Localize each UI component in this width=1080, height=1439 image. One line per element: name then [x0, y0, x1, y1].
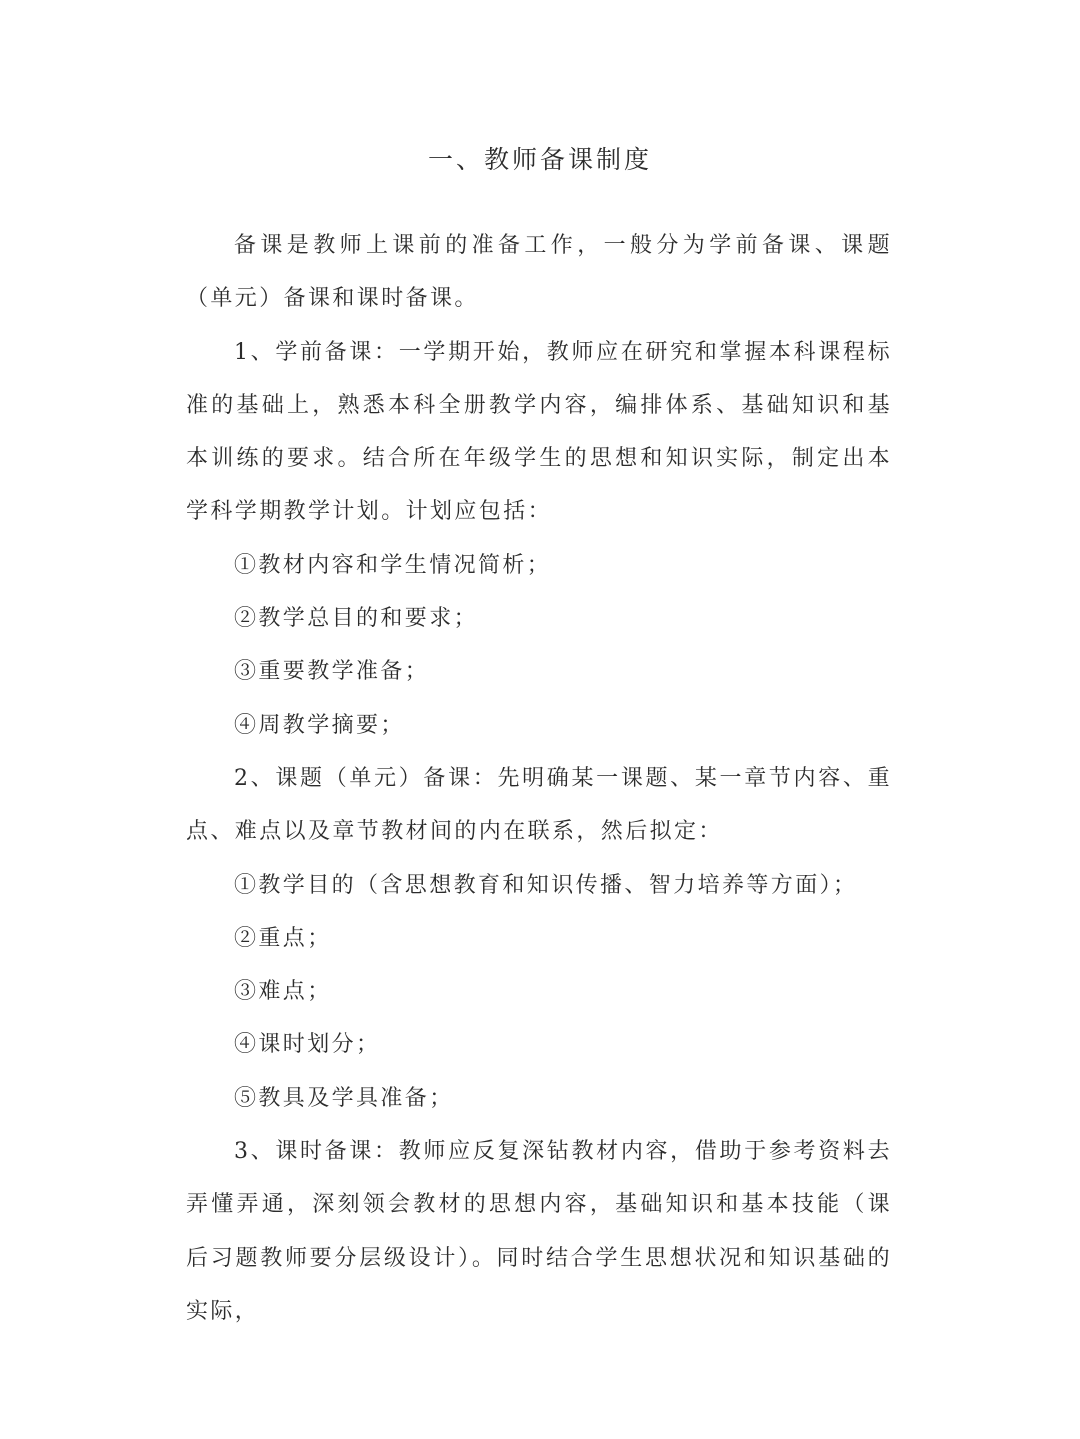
- unit-preparation-paragraph: 2、课题（单元）备课：先明确某一课题、某一章节内容、重点、难点以及章节教材间的内在联系，然后拟定：: [186, 765, 892, 845]
- pre-semester-paragraph: 1、学前备课：一学期开始，教师应在研究和掌握本科课程标准的基础上，熟悉本科全册教学内容，编排体系、基础知识和基本训练的要求。结合所在年级学生的思想和知识实际，制定出本学科学期教学计划。计划应包括：: [186, 339, 892, 525]
- lesson-preparation-paragraph: 3、课时备课：教师应反复深钻教材内容，借助于参考资料去弄懂弄通，深刻领会教材的思想内容，基础知识和基本技能（课后习题教师要分层级设计）。同时结合学生思想状况和知识基础的实际，: [186, 1139, 892, 1324]
- page-title: 一、教师备课制度: [427, 145, 652, 174]
- list-item: ②重点；: [234, 925, 332, 951]
- list-item: ③重要教学准备；: [234, 659, 430, 685]
- intro-paragraph: 备课是教师上课前的准备工作，一般分为学前备课、课题（单元）备课和课时备课。: [186, 233, 892, 312]
- list-item: ①教学目的（含思想教育和知识传播、智力培养等方面）；: [234, 872, 858, 898]
- list-item: ④课时划分；: [234, 1032, 381, 1058]
- list-item: ⑤教具及学具准备；: [234, 1085, 454, 1111]
- list-item: ②教学总目的和要求；: [234, 606, 479, 632]
- list-item: ③难点；: [234, 979, 332, 1005]
- document-body: [186, 219, 892, 1338]
- list-item: ④周教学摘要；: [234, 712, 405, 738]
- list-item: ①教材内容和学生情况简析；: [234, 552, 552, 578]
